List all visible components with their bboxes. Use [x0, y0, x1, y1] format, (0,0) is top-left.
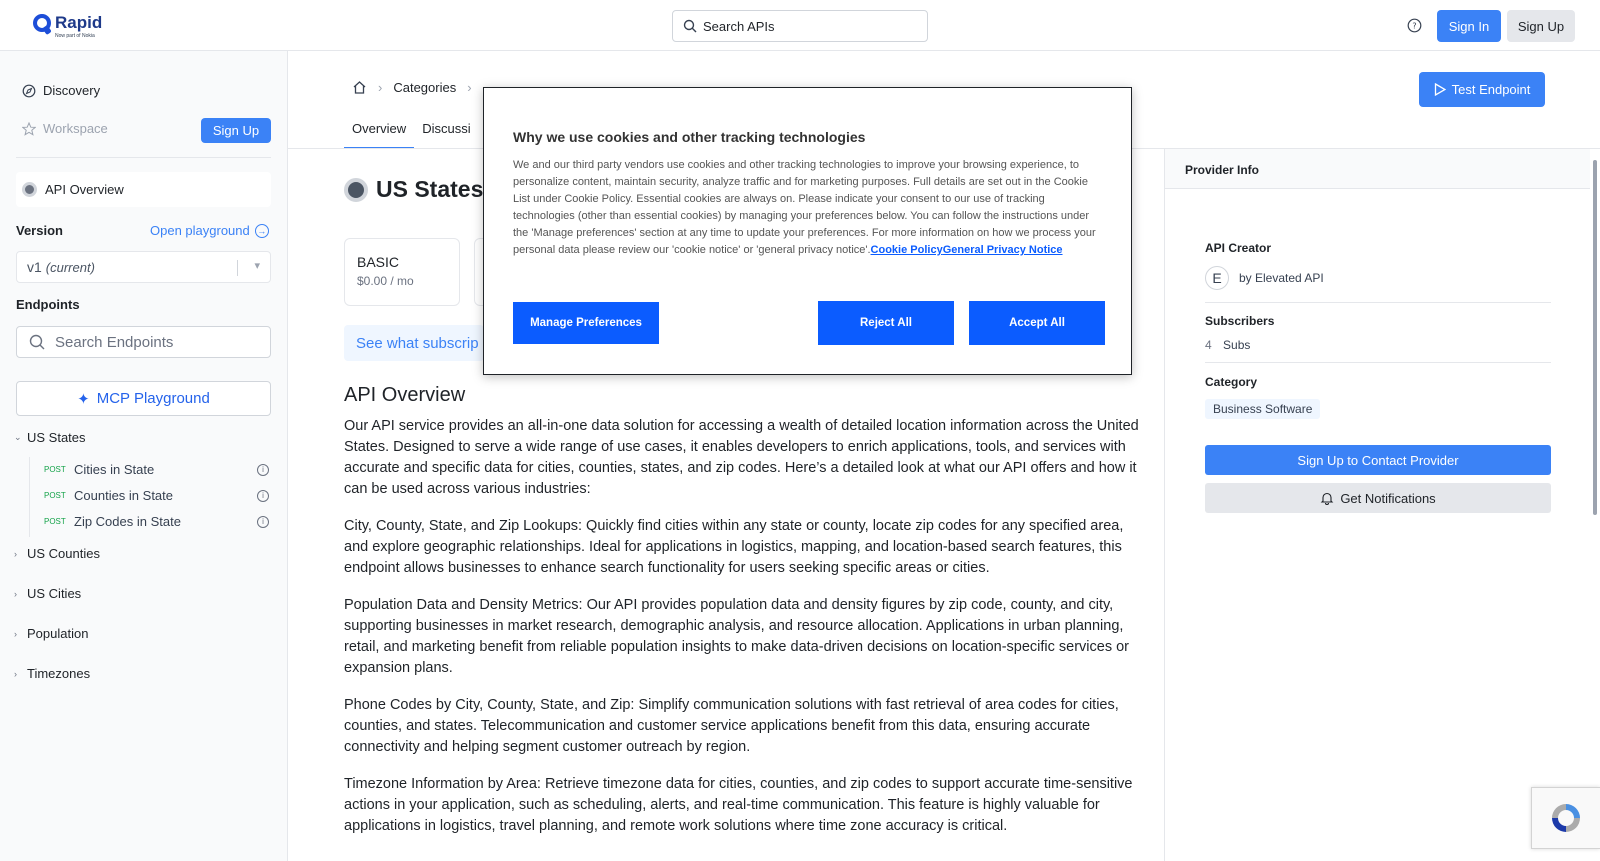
mcp-playground-button[interactable] [16, 381, 271, 416]
accept-all-button[interactable]: Accept All [969, 301, 1105, 345]
privacy-notice-link[interactable]: General Privacy Notice [942, 244, 1063, 256]
overview-paragraph: Timezone Information by Area: Retrieve timezone data for cities, counties, and zip codes to support accurate time-sensitive actions in your application, such as scheduling, alerts, and real-time communication. This feature is highly valuable for applications in logistics, travel planning, and remote work solutions where time zone accuracy is critical. [344, 776, 1133, 834]
sidebar-item-label: Workspace [43, 121, 108, 136]
endpoint-item-counties-in-state[interactable] [44, 488, 269, 503]
star-icon [22, 122, 36, 136]
manage-preferences-button[interactable]: Manage Preferences [513, 302, 659, 344]
chevron-down-icon: ⌄ [14, 432, 22, 442]
subscribers-label: Subscribers [1205, 314, 1275, 328]
recaptcha-icon [1548, 800, 1584, 836]
search-apis-input[interactable] [672, 10, 928, 42]
info-icon[interactable]: i [257, 516, 269, 528]
api-logo-icon [22, 182, 37, 197]
provider-divider [1205, 362, 1551, 363]
home-icon[interactable] [352, 80, 367, 95]
search-endpoints-placeholder: Search Endpoints [55, 333, 174, 351]
help-icon[interactable] [1407, 18, 1422, 33]
tree-line [29, 457, 30, 537]
cookie-policy-link[interactable]: Cookie Policy [870, 244, 943, 256]
sidebar-sign-up-button[interactable]: Sign Up [201, 118, 271, 143]
endpoint-group-population[interactable] [14, 626, 88, 641]
logo-subtitle: Now part of Nokia [55, 33, 95, 39]
top-bar [0, 0, 1600, 51]
overview-paragraph: Population Data and Density Metrics: Our API provides population data and density figures by zip code, county, and city, supporting businesses in market research, demographic analysis, and resource allocation. Applications in urban planning, retail, and marketing benefit from reliable population insights to make data-driven decisions on location-specific services or expansion plans. [344, 597, 1130, 676]
endpoint-group-us-counties[interactable] [14, 546, 100, 561]
endpoint-group-us-cities[interactable] [14, 586, 81, 601]
test-endpoint-label: Test Endpoint [1451, 82, 1531, 97]
compass-icon [22, 84, 36, 98]
chevron-right-icon: › [378, 80, 383, 95]
endpoint-group-timezones[interactable] [14, 666, 90, 681]
info-icon[interactable]: i [257, 490, 269, 502]
version-note: (current) [45, 259, 95, 275]
sparkle-icon: ✦ [77, 390, 90, 408]
search-apis-placeholder: Search APIs [703, 18, 775, 34]
search-endpoints-input[interactable] [16, 326, 271, 358]
cookie-modal-text: We and our third party vendors use cookies and other tracking technologies to improve your browsing experience, to personalize content, maintain security, analyze traffic and for marketing purposes. Full details are set out in the Cookie List under Cookie Policy. Essential cookies are always on. Please indicate your consent to our use of tracking technologies (other than essential cookies) by managing your preferences below. You can follow the instructions under the 'Manage preferences' section at any time to update your preferences. For more information on how we process your personal data please review our 'cookie notice' or 'general privacy notice'. [513, 159, 1096, 256]
group-label: Timezones [27, 666, 91, 681]
breadcrumb-categories[interactable]: Categories [393, 80, 457, 95]
api-logo-icon [344, 178, 368, 202]
avatar: E [1205, 266, 1229, 290]
chevron-right-icon: › [14, 588, 17, 599]
logo-name: Rapid [55, 13, 103, 32]
play-icon [1434, 83, 1446, 96]
method-badge: POST [44, 517, 66, 526]
overview-paragraph: City, County, State, and Zip Lookups: Quickly find cities within any state or county, locate zip codes for any specified area, and explore geographic relationships. Ideal for applications in logistics, mapping, and location-based search features, this endpoint allows businesses to enhance search functionality for users seeking specific areas or cities. [344, 518, 1124, 576]
select-separator [237, 260, 238, 276]
tab-discussions[interactable]: Discussi [422, 121, 471, 136]
overview-content [344, 416, 1144, 853]
cookie-modal-title: Why we use cookies and other tracking technologies [513, 129, 866, 145]
group-label: Population [27, 626, 89, 641]
group-label: US States [27, 430, 86, 445]
tab-bar [344, 110, 479, 149]
endpoint-group-us-states[interactable] [14, 430, 86, 445]
endpoint-item-zip-codes-in-state[interactable] [44, 514, 269, 529]
method-badge: POST [44, 465, 66, 474]
category-tag[interactable]: Business Software [1205, 399, 1320, 419]
endpoint-item-cities-in-state[interactable] [44, 462, 269, 477]
api-creator[interactable] [1205, 266, 1324, 290]
endpoint-label: Zip Codes in State [74, 514, 181, 529]
creator-name: by Elevated API [1239, 271, 1324, 285]
version-label: Version [16, 223, 63, 238]
plan-price: $0.00 / mo [357, 274, 414, 288]
chevron-right-icon: › [14, 628, 17, 639]
chevron-right-icon: › [14, 548, 17, 559]
group-label: US Cities [27, 586, 82, 601]
search-icon [683, 19, 697, 33]
endpoint-label: Cities in State [74, 462, 155, 477]
category-label: Category [1205, 375, 1258, 389]
cookie-modal-body [513, 157, 1103, 259]
sign-up-button[interactable]: Sign Up [1507, 10, 1575, 42]
chevron-down-icon: ▾ [254, 260, 260, 272]
scrollbar-thumb[interactable] [1593, 160, 1597, 515]
sidebar-item-label: Discovery [43, 83, 101, 98]
sidebar-item-discovery[interactable] [22, 83, 100, 98]
overview-paragraph: Phone Codes by City, County, State, and Zip: Simplify communication solutions with fast retrieval of area codes for cities, counties, and states. Telecommunication and customer service applications benefit from this data, ensuring accurate connectivity and helping segment customer outreach by region. [344, 697, 1119, 755]
bell-icon [1320, 491, 1334, 505]
group-label: US Counties [27, 546, 100, 561]
chevron-right-icon: › [14, 668, 17, 679]
subscribers-unit: Subs [1223, 338, 1251, 352]
endpoints-label: Endpoints [16, 297, 80, 312]
sidebar [0, 51, 288, 861]
arrow-right-circle-icon: → [255, 224, 269, 238]
api-title [344, 176, 483, 203]
method-badge: POST [44, 491, 66, 500]
info-icon[interactable]: i [257, 464, 269, 476]
sidebar-item-label: API Overview [45, 182, 124, 197]
api-creator-label: API Creator [1205, 241, 1272, 255]
rapid-logo-icon [33, 14, 51, 34]
breadcrumb [352, 80, 483, 95]
cookie-consent-modal [483, 87, 1132, 375]
sign-in-button[interactable]: Sign In [1437, 10, 1501, 42]
sidebar-item-api-overview[interactable] [16, 172, 271, 207]
plan-card-basic[interactable] [344, 238, 460, 306]
rapid-logo[interactable] [33, 14, 102, 40]
plan-name: BASIC [357, 254, 400, 270]
recaptcha-badge[interactable] [1531, 787, 1600, 849]
api-title-text: US States [376, 176, 484, 202]
see-subscriptions-link[interactable]: See what subscrip [344, 325, 484, 361]
reject-all-button[interactable]: Reject All [818, 301, 954, 345]
overview-heading: API Overview [344, 384, 466, 406]
chevron-right-icon: › [467, 80, 472, 95]
overview-paragraph: Our API service provides an all-in-one data solution for accessing a wealth of detailed location information across the United States. Designed to serve a wide range of use cases, it enables developers to enrich applications, tools, and services with accurate and specific data for cities, counties, states, and zip codes. Here’s a detailed look at what our API offers and how it can be used across various industries: [344, 418, 1139, 497]
version-value: v1 [27, 259, 42, 275]
version-select[interactable] [16, 251, 271, 283]
mcp-playground-label: MCP Playground [96, 390, 210, 407]
sidebar-divider [16, 157, 271, 158]
subscribers-number: 4 [1205, 338, 1212, 352]
test-endpoint-button[interactable] [1419, 72, 1545, 107]
svg-text:?: ? [1412, 21, 1417, 31]
get-notifications-label: Get Notifications [1340, 490, 1436, 506]
sidebar-item-workspace[interactable] [22, 121, 108, 136]
right-panel-divider [1164, 148, 1165, 861]
get-notifications-button[interactable] [1205, 483, 1551, 513]
open-playground-label: Open playground [150, 223, 250, 238]
contact-provider-button[interactable]: Sign Up to Contact Provider [1205, 445, 1551, 475]
provider-divider [1205, 302, 1551, 303]
tab-overview[interactable]: Overview [344, 110, 414, 149]
open-playground-link[interactable] [150, 223, 269, 238]
endpoint-label: Counties in State [74, 488, 174, 503]
subscribers-count [1205, 338, 1250, 352]
search-icon [29, 334, 45, 350]
provider-info-heading: Provider Info [1165, 149, 1590, 189]
